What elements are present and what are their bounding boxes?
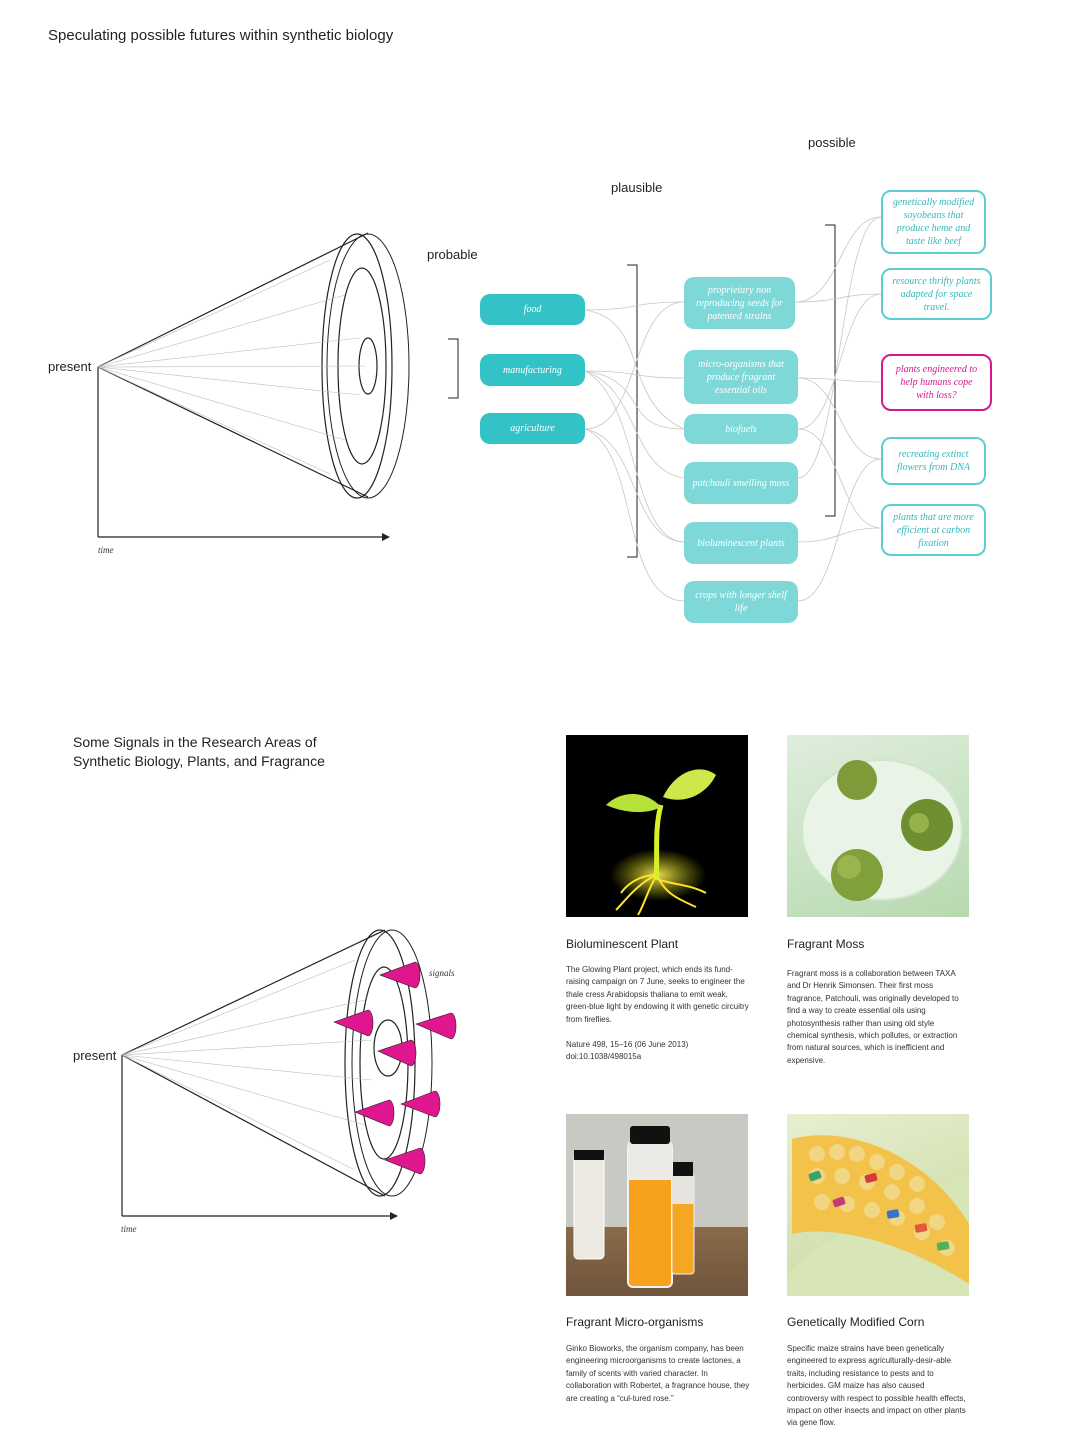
cone2-time-label: time xyxy=(121,1224,137,1234)
possible-box-loss: plants engineered to help humans cope with loss? xyxy=(881,354,992,411)
page-title: Speculating possible futures within synthetic biology xyxy=(48,27,394,44)
plausible-label: plausible xyxy=(611,180,663,195)
cone2-present-label: present xyxy=(73,1048,117,1063)
possible-box-soybeans: genetically modified soyobeans that produce heme and taste like beef xyxy=(881,190,986,254)
possible-box-extinct-flowers: recreating extinct flowers from DNA xyxy=(881,437,986,485)
card-body-microorganisms: Ginko Bioworks, the organism company, has been engineering microorganisms to create lactones, a family of scents with varied character. In collaboration with Robertet, a fragrance house, they are creating a “cul-tured rose.” xyxy=(566,1344,750,1403)
card-title-corn: Genetically Modified Corn xyxy=(787,1315,925,1329)
signal-cone-1 xyxy=(380,962,420,988)
futures-cone-diagram xyxy=(0,0,1080,660)
card-body-bioluminescent: The Glowing Plant project, which ends its fund-raising campaign on 7 June, seeks to engineer the thale cress Arabidopsis thaliana to emit weak, green-blue light by endowing it with genetic circuitry from fireflies. xyxy=(566,965,749,1024)
signal-cone-4 xyxy=(378,1040,416,1066)
cone1-present-label: present xyxy=(48,359,92,374)
cone1-time-label: time xyxy=(98,545,114,555)
fragrant-microorganisms-image xyxy=(566,1114,748,1296)
card-title-bioluminescent: Bioluminescent Plant xyxy=(566,937,679,951)
probable-label: probable xyxy=(427,247,478,262)
signals-label: signals xyxy=(429,968,455,978)
signals-cone-diagram xyxy=(0,900,500,1240)
card-ref-bioluminescent: Nature 498, 15–16 (06 June 2013) doi:10.1038/498015a xyxy=(566,1040,689,1061)
plausible-box-moss: patchouli smelling moss xyxy=(684,462,798,504)
plausible-box-seeds: proprietary non reproducing seeds for patented strains xyxy=(684,277,795,329)
plausible-box-microorganisms: micro-organisms that produce fragrant essential oils xyxy=(684,350,798,404)
signals-title: Some Signals in the Research Areas of Synthetic Biology, Plants, and Fragrance xyxy=(73,734,325,769)
fragrant-moss-image xyxy=(787,735,969,917)
card-title-microorganisms: Fragrant Micro-organisms xyxy=(566,1315,704,1329)
plausible-box-biofuels: biofuels xyxy=(684,414,798,444)
signal-cone-7 xyxy=(385,1148,425,1174)
possible-box-space-plants: resource thrifty plants adapted for space travel. xyxy=(881,268,992,320)
plausible-box-bioluminescent: bioluminescent plants xyxy=(684,522,798,564)
gm-corn-image xyxy=(787,1114,969,1296)
card-body-moss: Fragrant moss is a collaboration between TAXA and Dr Henrik Simonsen. Their first moss fragrance, Patchouli, was originally developed to find a way to create essential oils using photosynthesis rather than using old style chemical synthesis, which pollutes, or extraction from natural sources, which is inefficient and expensive. xyxy=(787,969,959,1065)
signal-cone-5 xyxy=(355,1100,394,1126)
possible-label: possible xyxy=(808,135,856,150)
card-title-moss: Fragrant Moss xyxy=(787,937,865,951)
card-body-corn: Specific maize strains have been genetically engineered to express agriculturally-desir-able traits, including resistance to pests and to herbicides. GM maize has also caused controversy with respect to possible health effects, impact on other insects and impact on other plants via gene flow. xyxy=(787,1344,966,1428)
probable-box-manufacturing: manufacturing xyxy=(480,354,585,386)
probable-box-food: food xyxy=(480,294,585,325)
signal-cone-3 xyxy=(416,1013,456,1039)
plausible-box-crops: crops with longer shelf life xyxy=(684,581,798,623)
possible-box-carbon: plants that are more efficient at carbon fixation xyxy=(881,504,986,556)
probable-box-agriculture: agriculture xyxy=(480,413,585,444)
bioluminescent-plant-image xyxy=(566,735,748,917)
